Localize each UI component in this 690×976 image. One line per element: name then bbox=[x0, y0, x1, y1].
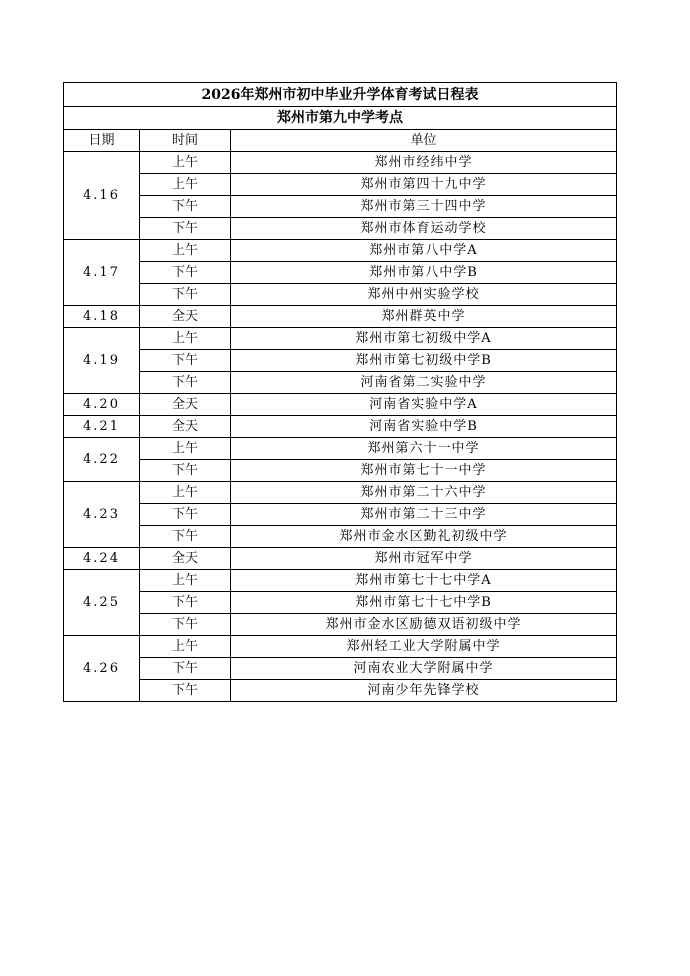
unit-cell: 郑州市第八中学B bbox=[231, 262, 617, 284]
unit-cell: 郑州市第七初级中学A bbox=[231, 328, 617, 350]
schedule-body bbox=[64, 152, 617, 702]
time-cell: 上午 bbox=[140, 152, 231, 174]
time-cell: 全天 bbox=[140, 416, 231, 438]
date-cell: 4.24 bbox=[64, 548, 140, 570]
time-cell: 上午 bbox=[140, 328, 231, 350]
unit-cell: 郑州市第七十七中学A bbox=[231, 570, 617, 592]
table-row bbox=[64, 658, 617, 680]
date-cell: 4.22 bbox=[64, 438, 140, 482]
time-cell: 全天 bbox=[140, 394, 231, 416]
unit-cell: 郑州市体育运动学校 bbox=[231, 218, 617, 240]
date-cell: 4.25 bbox=[64, 570, 140, 636]
time-cell: 下午 bbox=[140, 196, 231, 218]
time-cell: 上午 bbox=[140, 482, 231, 504]
column-header-unit: 单位 bbox=[231, 130, 617, 152]
column-header-time: 时间 bbox=[140, 130, 231, 152]
time-cell: 上午 bbox=[140, 240, 231, 262]
date-cell: 4.17 bbox=[64, 240, 140, 306]
unit-cell: 河南少年先锋学校 bbox=[231, 680, 617, 702]
time-cell: 下午 bbox=[140, 680, 231, 702]
unit-cell: 郑州市第四十九中学 bbox=[231, 174, 617, 196]
table-row bbox=[64, 350, 617, 372]
table-subtitle: 郑州市第九中学考点 bbox=[64, 107, 617, 130]
time-cell: 上午 bbox=[140, 174, 231, 196]
unit-cell: 郑州第六十一中学 bbox=[231, 438, 617, 460]
table-row bbox=[64, 680, 617, 702]
time-cell: 下午 bbox=[140, 592, 231, 614]
unit-cell: 郑州市经纬中学 bbox=[231, 152, 617, 174]
table-row bbox=[64, 152, 617, 174]
unit-cell: 河南省第二实验中学 bbox=[231, 372, 617, 394]
date-cell: 4.23 bbox=[64, 482, 140, 548]
table-row bbox=[64, 504, 617, 526]
table-row bbox=[64, 284, 617, 306]
title-row bbox=[64, 83, 617, 107]
unit-cell: 郑州市金水区勤礼初级中学 bbox=[231, 526, 617, 548]
unit-cell: 郑州市第三十四中学 bbox=[231, 196, 617, 218]
time-cell: 下午 bbox=[140, 504, 231, 526]
subtitle-row bbox=[64, 107, 617, 130]
date-cell: 4.21 bbox=[64, 416, 140, 438]
table-row bbox=[64, 372, 617, 394]
table-row bbox=[64, 570, 617, 592]
unit-cell: 郑州市金水区励德双语初级中学 bbox=[231, 614, 617, 636]
date-cell: 4.19 bbox=[64, 328, 140, 394]
unit-cell: 河南省实验中学B bbox=[231, 416, 617, 438]
time-cell: 下午 bbox=[140, 526, 231, 548]
time-cell: 上午 bbox=[140, 570, 231, 592]
table-row bbox=[64, 416, 617, 438]
table-row bbox=[64, 438, 617, 460]
table-row bbox=[64, 240, 617, 262]
time-cell: 下午 bbox=[140, 350, 231, 372]
unit-cell: 郑州市第七初级中学B bbox=[231, 350, 617, 372]
table-row bbox=[64, 218, 617, 240]
time-cell: 下午 bbox=[140, 372, 231, 394]
date-cell: 4.16 bbox=[64, 152, 140, 240]
time-cell: 下午 bbox=[140, 614, 231, 636]
unit-cell: 郑州轻工业大学附属中学 bbox=[231, 636, 617, 658]
time-cell: 上午 bbox=[140, 438, 231, 460]
unit-cell: 郑州市冠军中学 bbox=[231, 548, 617, 570]
time-cell: 下午 bbox=[140, 658, 231, 680]
table-row bbox=[64, 548, 617, 570]
table-row bbox=[64, 394, 617, 416]
unit-cell: 郑州市第二十六中学 bbox=[231, 482, 617, 504]
schedule-sheet bbox=[63, 82, 616, 702]
header-row bbox=[64, 130, 617, 152]
table-row bbox=[64, 526, 617, 548]
time-cell: 全天 bbox=[140, 306, 231, 328]
date-cell: 4.26 bbox=[64, 636, 140, 702]
time-cell: 下午 bbox=[140, 218, 231, 240]
date-cell: 4.20 bbox=[64, 394, 140, 416]
time-cell: 下午 bbox=[140, 460, 231, 482]
time-cell: 上午 bbox=[140, 636, 231, 658]
table-row bbox=[64, 592, 617, 614]
unit-cell: 河南省实验中学A bbox=[231, 394, 617, 416]
table-row bbox=[64, 614, 617, 636]
unit-cell: 郑州市第二十三中学 bbox=[231, 504, 617, 526]
schedule-table bbox=[63, 82, 617, 702]
unit-cell: 郑州市第七十一中学 bbox=[231, 460, 617, 482]
table-row bbox=[64, 328, 617, 350]
table-row bbox=[64, 174, 617, 196]
table-row bbox=[64, 196, 617, 218]
time-cell: 下午 bbox=[140, 284, 231, 306]
table-row bbox=[64, 482, 617, 504]
unit-cell: 郑州中州实验学校 bbox=[231, 284, 617, 306]
table-row bbox=[64, 460, 617, 482]
table-title: 2026年郑州市初中毕业升学体育考试日程表 bbox=[64, 83, 617, 107]
unit-cell: 郑州市第七十七中学B bbox=[231, 592, 617, 614]
table-row bbox=[64, 306, 617, 328]
column-header-date: 日期 bbox=[64, 130, 140, 152]
table-row bbox=[64, 636, 617, 658]
unit-cell: 河南农业大学附属中学 bbox=[231, 658, 617, 680]
time-cell: 下午 bbox=[140, 262, 231, 284]
unit-cell: 郑州群英中学 bbox=[231, 306, 617, 328]
unit-cell: 郑州市第八中学A bbox=[231, 240, 617, 262]
table-row bbox=[64, 262, 617, 284]
date-cell: 4.18 bbox=[64, 306, 140, 328]
time-cell: 全天 bbox=[140, 548, 231, 570]
